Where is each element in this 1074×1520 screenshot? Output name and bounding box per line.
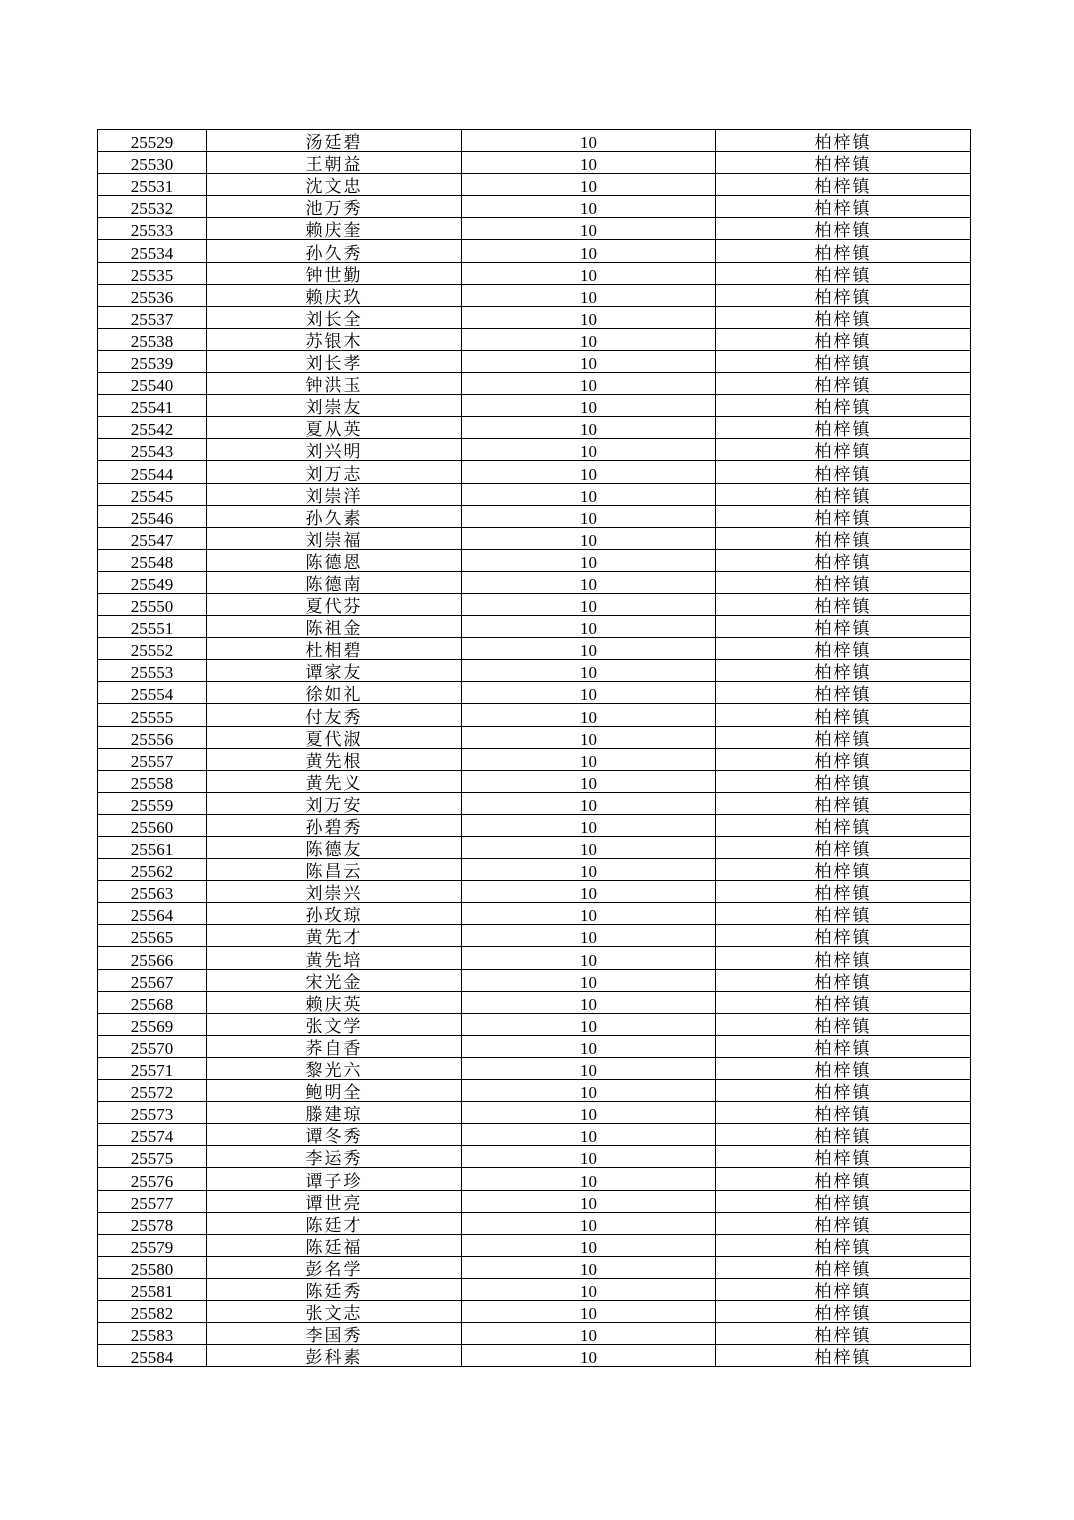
row-id-cell: 25569 xyxy=(98,1013,207,1035)
town-cell: 柏梓镇 xyxy=(716,704,971,726)
data-table xyxy=(97,129,971,1367)
amount-cell: 10 xyxy=(462,417,716,439)
row-id-cell: 25529 xyxy=(98,130,207,152)
name-cell: 黎光六 xyxy=(207,1057,462,1079)
amount-cell: 10 xyxy=(462,483,716,505)
name-cell: 付友秀 xyxy=(207,704,462,726)
table-row xyxy=(98,218,971,240)
amount-cell: 10 xyxy=(462,549,716,571)
name-cell: 池万秀 xyxy=(207,196,462,218)
row-id-cell: 25544 xyxy=(98,461,207,483)
name-cell: 钟洪玉 xyxy=(207,373,462,395)
table-row xyxy=(98,792,971,814)
amount-cell: 10 xyxy=(462,262,716,284)
table-row xyxy=(98,1212,971,1234)
name-cell: 陈廷秀 xyxy=(207,1278,462,1300)
table-row xyxy=(98,903,971,925)
row-id-cell: 25552 xyxy=(98,638,207,660)
table-row xyxy=(98,638,971,660)
name-cell: 彭科素 xyxy=(207,1345,462,1367)
table-row xyxy=(98,1146,971,1168)
name-cell: 黄先才 xyxy=(207,925,462,947)
name-cell: 宋光金 xyxy=(207,969,462,991)
name-cell: 夏代芬 xyxy=(207,593,462,615)
table-row xyxy=(98,947,971,969)
amount-cell: 10 xyxy=(462,1013,716,1035)
name-cell: 黄先义 xyxy=(207,770,462,792)
row-id-cell: 25558 xyxy=(98,770,207,792)
row-id-cell: 25563 xyxy=(98,881,207,903)
amount-cell: 10 xyxy=(462,1278,716,1300)
amount-cell: 10 xyxy=(462,792,716,814)
town-cell: 柏梓镇 xyxy=(716,549,971,571)
town-cell: 柏梓镇 xyxy=(716,903,971,925)
name-cell: 刘长全 xyxy=(207,306,462,328)
table-row xyxy=(98,549,971,571)
table-row xyxy=(98,925,971,947)
amount-cell: 10 xyxy=(462,527,716,549)
town-cell: 柏梓镇 xyxy=(716,616,971,638)
name-cell: 苏银木 xyxy=(207,328,462,350)
name-cell: 赖庆英 xyxy=(207,991,462,1013)
row-id-cell: 25541 xyxy=(98,395,207,417)
table-row xyxy=(98,152,971,174)
name-cell: 张文学 xyxy=(207,1013,462,1035)
row-id-cell: 25565 xyxy=(98,925,207,947)
name-cell: 荞自香 xyxy=(207,1035,462,1057)
town-cell: 柏梓镇 xyxy=(716,505,971,527)
amount-cell: 10 xyxy=(462,1300,716,1322)
row-id-cell: 25581 xyxy=(98,1278,207,1300)
row-id-cell: 25568 xyxy=(98,991,207,1013)
table-row xyxy=(98,328,971,350)
town-cell: 柏梓镇 xyxy=(716,1190,971,1212)
row-id-cell: 25551 xyxy=(98,616,207,638)
amount-cell: 10 xyxy=(462,461,716,483)
name-cell: 李国秀 xyxy=(207,1323,462,1345)
name-cell: 谭世亮 xyxy=(207,1190,462,1212)
town-cell: 柏梓镇 xyxy=(716,1212,971,1234)
amount-cell: 10 xyxy=(462,505,716,527)
row-id-cell: 25576 xyxy=(98,1168,207,1190)
name-cell: 谭家友 xyxy=(207,660,462,682)
amount-cell: 10 xyxy=(462,1190,716,1212)
row-id-cell: 25547 xyxy=(98,527,207,549)
town-cell: 柏梓镇 xyxy=(716,483,971,505)
name-cell: 赖庆玖 xyxy=(207,284,462,306)
amount-cell: 10 xyxy=(462,1212,716,1234)
amount-cell: 10 xyxy=(462,1234,716,1256)
town-cell: 柏梓镇 xyxy=(716,837,971,859)
amount-cell: 10 xyxy=(462,130,716,152)
row-id-cell: 25584 xyxy=(98,1345,207,1367)
table-row xyxy=(98,306,971,328)
table-row xyxy=(98,859,971,881)
name-cell: 刘崇兴 xyxy=(207,881,462,903)
amount-cell: 10 xyxy=(462,947,716,969)
table-row xyxy=(98,1102,971,1124)
name-cell: 赖庆奎 xyxy=(207,218,462,240)
amount-cell: 10 xyxy=(462,748,716,770)
town-cell: 柏梓镇 xyxy=(716,417,971,439)
amount-cell: 10 xyxy=(462,593,716,615)
row-id-cell: 25554 xyxy=(98,682,207,704)
amount-cell: 10 xyxy=(462,1345,716,1367)
row-id-cell: 25571 xyxy=(98,1057,207,1079)
amount-cell: 10 xyxy=(462,306,716,328)
name-cell: 孙玫琼 xyxy=(207,903,462,925)
town-cell: 柏梓镇 xyxy=(716,593,971,615)
row-id-cell: 25573 xyxy=(98,1102,207,1124)
name-cell: 鲍明全 xyxy=(207,1080,462,1102)
table-row xyxy=(98,571,971,593)
table-row xyxy=(98,881,971,903)
amount-cell: 10 xyxy=(462,638,716,660)
name-cell: 彭名学 xyxy=(207,1256,462,1278)
row-id-cell: 25561 xyxy=(98,837,207,859)
row-id-cell: 25567 xyxy=(98,969,207,991)
row-id-cell: 25574 xyxy=(98,1124,207,1146)
amount-cell: 10 xyxy=(462,571,716,593)
amount-cell: 10 xyxy=(462,616,716,638)
row-id-cell: 25557 xyxy=(98,748,207,770)
town-cell: 柏梓镇 xyxy=(716,814,971,836)
name-cell: 徐如礼 xyxy=(207,682,462,704)
table-row xyxy=(98,616,971,638)
row-id-cell: 25556 xyxy=(98,726,207,748)
name-cell: 黄先根 xyxy=(207,748,462,770)
amount-cell: 10 xyxy=(462,814,716,836)
row-id-cell: 25530 xyxy=(98,152,207,174)
row-id-cell: 25555 xyxy=(98,704,207,726)
amount-cell: 10 xyxy=(462,1146,716,1168)
amount-cell: 10 xyxy=(462,903,716,925)
amount-cell: 10 xyxy=(462,350,716,372)
table-row xyxy=(98,439,971,461)
name-cell: 刘崇洋 xyxy=(207,483,462,505)
town-cell: 柏梓镇 xyxy=(716,130,971,152)
town-cell: 柏梓镇 xyxy=(716,1256,971,1278)
amount-cell: 10 xyxy=(462,837,716,859)
amount-cell: 10 xyxy=(462,925,716,947)
town-cell: 柏梓镇 xyxy=(716,284,971,306)
name-cell: 杜相碧 xyxy=(207,638,462,660)
table-row xyxy=(98,505,971,527)
table-row xyxy=(98,1345,971,1367)
town-cell: 柏梓镇 xyxy=(716,1345,971,1367)
amount-cell: 10 xyxy=(462,373,716,395)
name-cell: 王朝益 xyxy=(207,152,462,174)
name-cell: 陈祖金 xyxy=(207,616,462,638)
table-row xyxy=(98,748,971,770)
name-cell: 刘崇福 xyxy=(207,527,462,549)
town-cell: 柏梓镇 xyxy=(716,638,971,660)
row-id-cell: 25583 xyxy=(98,1323,207,1345)
row-id-cell: 25545 xyxy=(98,483,207,505)
row-id-cell: 25534 xyxy=(98,240,207,262)
row-id-cell: 25566 xyxy=(98,947,207,969)
row-id-cell: 25549 xyxy=(98,571,207,593)
row-id-cell: 25537 xyxy=(98,306,207,328)
table-row xyxy=(98,1278,971,1300)
name-cell: 孙久素 xyxy=(207,505,462,527)
name-cell: 张文志 xyxy=(207,1300,462,1322)
amount-cell: 10 xyxy=(462,439,716,461)
name-cell: 钟世勤 xyxy=(207,262,462,284)
name-cell: 孙久秀 xyxy=(207,240,462,262)
town-cell: 柏梓镇 xyxy=(716,373,971,395)
name-cell: 刘崇友 xyxy=(207,395,462,417)
name-cell: 刘万安 xyxy=(207,792,462,814)
town-cell: 柏梓镇 xyxy=(716,439,971,461)
row-id-cell: 25577 xyxy=(98,1190,207,1212)
row-id-cell: 25570 xyxy=(98,1035,207,1057)
table-row xyxy=(98,1234,971,1256)
town-cell: 柏梓镇 xyxy=(716,859,971,881)
row-id-cell: 25532 xyxy=(98,196,207,218)
town-cell: 柏梓镇 xyxy=(716,174,971,196)
town-cell: 柏梓镇 xyxy=(716,726,971,748)
town-cell: 柏梓镇 xyxy=(716,792,971,814)
table-row xyxy=(98,174,971,196)
row-id-cell: 25564 xyxy=(98,903,207,925)
town-cell: 柏梓镇 xyxy=(716,1013,971,1035)
table-row xyxy=(98,593,971,615)
amount-cell: 10 xyxy=(462,660,716,682)
row-id-cell: 25533 xyxy=(98,218,207,240)
table-row xyxy=(98,726,971,748)
row-id-cell: 25562 xyxy=(98,859,207,881)
table-row xyxy=(98,682,971,704)
amount-cell: 10 xyxy=(462,284,716,306)
amount-cell: 10 xyxy=(462,682,716,704)
amount-cell: 10 xyxy=(462,1035,716,1057)
table-row xyxy=(98,1256,971,1278)
amount-cell: 10 xyxy=(462,969,716,991)
amount-cell: 10 xyxy=(462,1124,716,1146)
amount-cell: 10 xyxy=(462,704,716,726)
town-cell: 柏梓镇 xyxy=(716,527,971,549)
table-row xyxy=(98,1080,971,1102)
table-row xyxy=(98,350,971,372)
amount-cell: 10 xyxy=(462,174,716,196)
town-cell: 柏梓镇 xyxy=(716,1146,971,1168)
row-id-cell: 25572 xyxy=(98,1080,207,1102)
name-cell: 孙碧秀 xyxy=(207,814,462,836)
amount-cell: 10 xyxy=(462,218,716,240)
table-row xyxy=(98,837,971,859)
table-row xyxy=(98,770,971,792)
town-cell: 柏梓镇 xyxy=(716,461,971,483)
town-cell: 柏梓镇 xyxy=(716,1234,971,1256)
amount-cell: 10 xyxy=(462,1102,716,1124)
row-id-cell: 25542 xyxy=(98,417,207,439)
town-cell: 柏梓镇 xyxy=(716,770,971,792)
amount-cell: 10 xyxy=(462,152,716,174)
town-cell: 柏梓镇 xyxy=(716,1278,971,1300)
table-row xyxy=(98,240,971,262)
town-cell: 柏梓镇 xyxy=(716,196,971,218)
town-cell: 柏梓镇 xyxy=(716,748,971,770)
amount-cell: 10 xyxy=(462,881,716,903)
table-row xyxy=(98,660,971,682)
row-id-cell: 25543 xyxy=(98,439,207,461)
town-cell: 柏梓镇 xyxy=(716,1057,971,1079)
name-cell: 陈德恩 xyxy=(207,549,462,571)
table-row xyxy=(98,130,971,152)
amount-cell: 10 xyxy=(462,328,716,350)
row-id-cell: 25560 xyxy=(98,814,207,836)
row-id-cell: 25531 xyxy=(98,174,207,196)
town-cell: 柏梓镇 xyxy=(716,350,971,372)
amount-cell: 10 xyxy=(462,1168,716,1190)
name-cell: 夏代淑 xyxy=(207,726,462,748)
name-cell: 汤廷碧 xyxy=(207,130,462,152)
town-cell: 柏梓镇 xyxy=(716,306,971,328)
town-cell: 柏梓镇 xyxy=(716,395,971,417)
town-cell: 柏梓镇 xyxy=(716,262,971,284)
amount-cell: 10 xyxy=(462,1256,716,1278)
town-cell: 柏梓镇 xyxy=(716,991,971,1013)
row-id-cell: 25575 xyxy=(98,1146,207,1168)
amount-cell: 10 xyxy=(462,395,716,417)
name-cell: 李运秀 xyxy=(207,1146,462,1168)
town-cell: 柏梓镇 xyxy=(716,682,971,704)
table-row xyxy=(98,196,971,218)
name-cell: 陈德友 xyxy=(207,837,462,859)
row-id-cell: 25539 xyxy=(98,350,207,372)
town-cell: 柏梓镇 xyxy=(716,240,971,262)
name-cell: 夏从英 xyxy=(207,417,462,439)
table-row xyxy=(98,527,971,549)
town-cell: 柏梓镇 xyxy=(716,218,971,240)
table-row xyxy=(98,417,971,439)
row-id-cell: 25578 xyxy=(98,1212,207,1234)
table-row xyxy=(98,483,971,505)
town-cell: 柏梓镇 xyxy=(716,1035,971,1057)
table-row xyxy=(98,1013,971,1035)
town-cell: 柏梓镇 xyxy=(716,571,971,593)
name-cell: 陈德南 xyxy=(207,571,462,593)
table-body xyxy=(98,130,971,1367)
amount-cell: 10 xyxy=(462,1323,716,1345)
town-cell: 柏梓镇 xyxy=(716,328,971,350)
table-row xyxy=(98,395,971,417)
town-cell: 柏梓镇 xyxy=(716,1102,971,1124)
amount-cell: 10 xyxy=(462,859,716,881)
name-cell: 沈文忠 xyxy=(207,174,462,196)
row-id-cell: 25579 xyxy=(98,1234,207,1256)
table-row xyxy=(98,461,971,483)
amount-cell: 10 xyxy=(462,196,716,218)
town-cell: 柏梓镇 xyxy=(716,660,971,682)
table-row xyxy=(98,1190,971,1212)
table-row xyxy=(98,814,971,836)
table-row xyxy=(98,969,971,991)
row-id-cell: 25540 xyxy=(98,373,207,395)
town-cell: 柏梓镇 xyxy=(716,1300,971,1322)
name-cell: 陈昌云 xyxy=(207,859,462,881)
name-cell: 黄先培 xyxy=(207,947,462,969)
row-id-cell: 25548 xyxy=(98,549,207,571)
amount-cell: 10 xyxy=(462,1080,716,1102)
table-row xyxy=(98,262,971,284)
table-row xyxy=(98,1300,971,1322)
table-row xyxy=(98,1035,971,1057)
amount-cell: 10 xyxy=(462,991,716,1013)
row-id-cell: 25550 xyxy=(98,593,207,615)
town-cell: 柏梓镇 xyxy=(716,881,971,903)
town-cell: 柏梓镇 xyxy=(716,969,971,991)
row-id-cell: 25580 xyxy=(98,1256,207,1278)
town-cell: 柏梓镇 xyxy=(716,947,971,969)
table-row xyxy=(98,1168,971,1190)
row-id-cell: 25553 xyxy=(98,660,207,682)
table-row xyxy=(98,1057,971,1079)
table-row xyxy=(98,704,971,726)
row-id-cell: 25582 xyxy=(98,1300,207,1322)
amount-cell: 10 xyxy=(462,240,716,262)
town-cell: 柏梓镇 xyxy=(716,925,971,947)
row-id-cell: 25535 xyxy=(98,262,207,284)
amount-cell: 10 xyxy=(462,726,716,748)
row-id-cell: 25536 xyxy=(98,284,207,306)
row-id-cell: 25538 xyxy=(98,328,207,350)
town-cell: 柏梓镇 xyxy=(716,1124,971,1146)
name-cell: 陈廷才 xyxy=(207,1212,462,1234)
name-cell: 刘长孝 xyxy=(207,350,462,372)
amount-cell: 10 xyxy=(462,1057,716,1079)
town-cell: 柏梓镇 xyxy=(716,1168,971,1190)
table-row xyxy=(98,373,971,395)
town-cell: 柏梓镇 xyxy=(716,1080,971,1102)
name-cell: 刘兴明 xyxy=(207,439,462,461)
name-cell: 刘万志 xyxy=(207,461,462,483)
table-row xyxy=(98,284,971,306)
name-cell: 陈廷福 xyxy=(207,1234,462,1256)
name-cell: 滕建琼 xyxy=(207,1102,462,1124)
row-id-cell: 25559 xyxy=(98,792,207,814)
town-cell: 柏梓镇 xyxy=(716,152,971,174)
name-cell: 谭冬秀 xyxy=(207,1124,462,1146)
table-row xyxy=(98,1124,971,1146)
table-row xyxy=(98,1323,971,1345)
name-cell: 谭子珍 xyxy=(207,1168,462,1190)
table-row xyxy=(98,991,971,1013)
row-id-cell: 25546 xyxy=(98,505,207,527)
amount-cell: 10 xyxy=(462,770,716,792)
town-cell: 柏梓镇 xyxy=(716,1323,971,1345)
